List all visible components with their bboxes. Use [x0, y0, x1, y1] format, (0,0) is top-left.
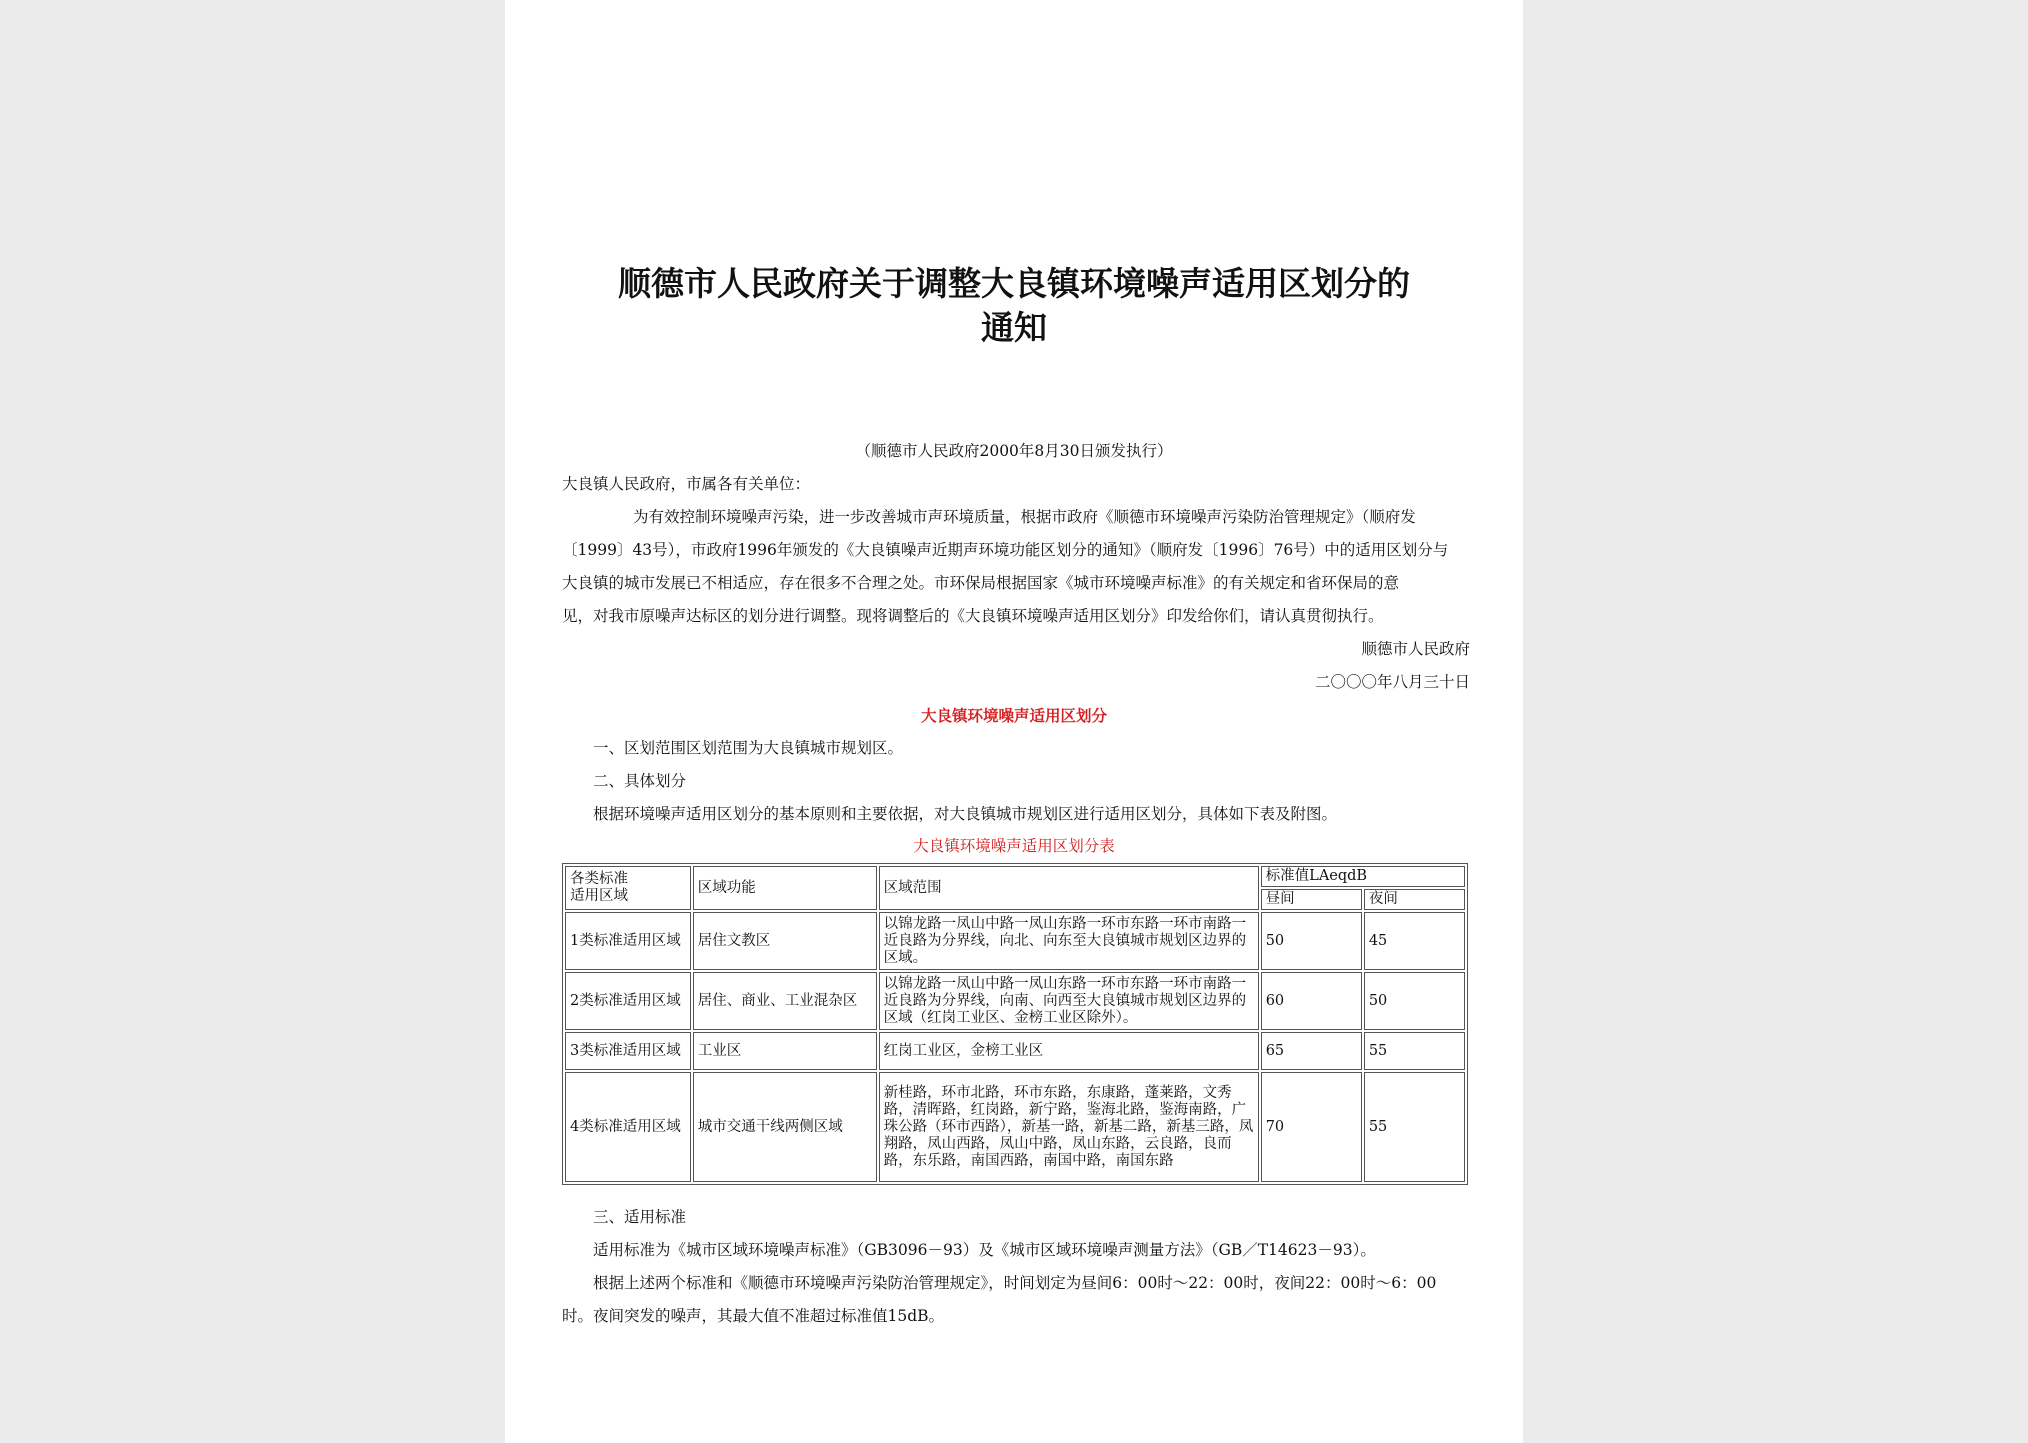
row-day: 60 — [1261, 972, 1362, 1030]
row-area: 3类标准适用区域 — [565, 1032, 691, 1070]
row-night: 45 — [1364, 912, 1465, 970]
header-area: 各类标准 适用区域 — [565, 866, 691, 910]
row-night: 55 — [1364, 1072, 1465, 1182]
table-caption: 大良镇环境噪声适用区划分表 — [913, 837, 1115, 855]
issue-note: （顺德市人民政府2000年8月30日颁发执行） — [855, 442, 1173, 460]
row-night: 55 — [1364, 1032, 1465, 1070]
table-header-row — [565, 866, 1465, 887]
row-range: 以锦龙路一凤山中路一凤山东路一环市东路一环市南路一近良路为分界线，向南、向西至大良镇城市规划区边界的区域（红岗工业区、金榜工业区除外）。 — [879, 972, 1259, 1030]
row-range: 以锦龙路一凤山中路一凤山东路一环市东路一环市南路一近良路为分界线，向北、向东至大良镇城市规划区边界的区域。 — [879, 912, 1259, 970]
document-title — [555, 262, 1473, 350]
header-range: 区域范围 — [879, 866, 1259, 910]
row-function: 工业区 — [693, 1032, 877, 1070]
table-row — [565, 1032, 1465, 1070]
table-row — [565, 1072, 1465, 1182]
body-line-3: 大良镇的城市发展已不相适应，存在很多不合理之处。市环保局根据国家《城市环境噪声标准》的有关规定和省环保局的意 — [562, 574, 1400, 592]
row-function: 居住、商业、工业混杂区 — [693, 972, 877, 1030]
table-row — [565, 912, 1465, 970]
row-range: 红岗工业区，金榜工业区 — [879, 1032, 1259, 1070]
final-line-1: 根据上述两个标准和《顺德市环境噪声污染防治管理规定》，时间划定为昼间6：00时～22：00时，夜间22：00时～6：00 — [593, 1274, 1437, 1292]
header-day: 昼间 — [1261, 889, 1362, 910]
item-3: 三、适用标准 — [593, 1208, 687, 1226]
header-function: 区域功能 — [693, 866, 877, 910]
row-night: 50 — [1364, 972, 1465, 1030]
header-night: 夜间 — [1364, 889, 1465, 910]
title-line-2: 通知 — [981, 308, 1047, 347]
header-standard: 标准值LAeqdB — [1261, 866, 1465, 887]
document-page — [505, 0, 1523, 1443]
section-heading: 大良镇环境噪声适用区划分 — [920, 706, 1107, 725]
row-function: 居住文教区 — [693, 912, 877, 970]
date: 二〇〇〇年八月三十日 — [1314, 673, 1470, 691]
signature: 顺德市人民政府 — [1361, 640, 1470, 658]
final-line-2: 时。夜间突发的噪声，其最大值不准超过标准值15dB。 — [562, 1307, 945, 1325]
item-2-text: 根据环境噪声适用区划分的基本原则和主要依据，对大良镇城市规划区进行适用区划分，具体如下表及附图。 — [593, 805, 1338, 823]
table-row — [565, 972, 1465, 1030]
row-area: 2类标准适用区域 — [565, 972, 691, 1030]
row-area: 4类标准适用区域 — [565, 1072, 691, 1182]
row-area: 1类标准适用区域 — [565, 912, 691, 970]
row-function: 城市交通干线两侧区域 — [693, 1072, 877, 1182]
salutation: 大良镇人民政府，市属各有关单位： — [562, 475, 811, 493]
row-day: 50 — [1261, 912, 1362, 970]
body-line-4: 见，对我市原噪声达标区的划分进行调整。现将调整后的《大良镇环境噪声适用区划分》印发给你们，请认真贯彻执行。 — [562, 607, 1384, 625]
item-3-text: 适用标准为《城市区域环境噪声标准》（GB3096－93）及《城市区域环境噪声测量方法》（GB／T14623－93）。 — [593, 1241, 1376, 1259]
row-day: 65 — [1261, 1032, 1362, 1070]
noise-zone-table — [562, 863, 1468, 1185]
item-1: 一、区划范围区划范围为大良镇城市规划区。 — [593, 739, 904, 757]
item-2: 二、具体划分 — [593, 772, 687, 790]
body-line-2: 〔1999〕43号），市政府1996年颁发的《大良镇噪声近期声环境功能区划分的通知》（顺府发〔1996〕76号）中的适用区划分与 — [562, 541, 1449, 559]
row-range: 新桂路，环市北路，环市东路，东康路，蓬莱路，文秀路，清晖路，红岗路，新宁路，鉴海北路，鉴海南路，广珠公路（环市西路），新基一路，新基二路，新基三路，凤翔路，凤山西路，凤山中路，凤山东路，云良路，良而路，东乐路，南国西路，南国中路，南国东路 — [879, 1072, 1259, 1182]
body-line-1: 为有效控制环境噪声污染，进一步改善城市声环境质量，根据市政府《顺德市环境噪声污染防治管理规定》（顺府发 — [633, 508, 1416, 526]
row-day: 70 — [1261, 1072, 1362, 1182]
title-line-1: 顺德市人民政府关于调整大良镇环境噪声适用区划分的 — [618, 264, 1410, 303]
